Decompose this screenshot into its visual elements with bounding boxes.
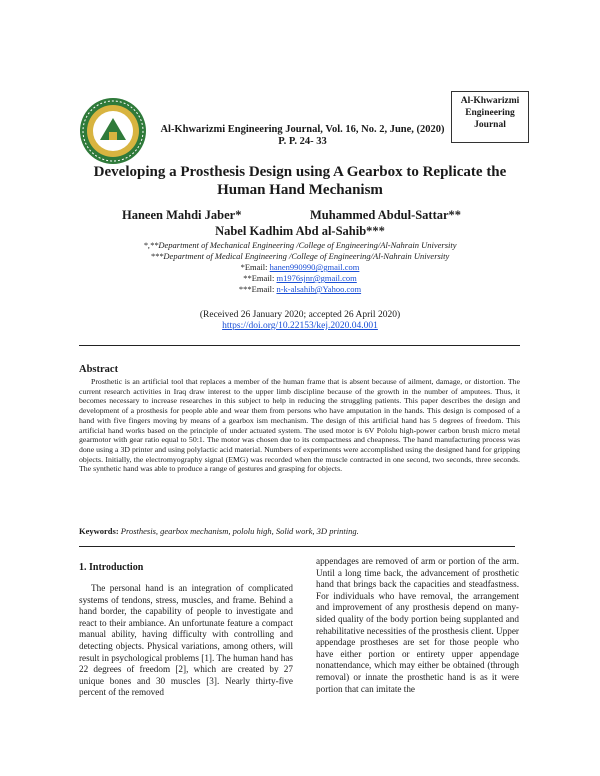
body-column-right: appendages are removed of arm or portion of the arm. Until a long time back, the advancement of prosthetic hand that brings back the capacities and steadfastness. For individuals who have removal, the arrangement and improvement of any prosthesis depend on many-sided quality of the body portion being supplanted and rehabilitative necessities of the prosthesis client. Upper appendage prostheses are set for those people who have either portion or entirety upper appendage nonattendance, which may either be obtained (through removal) or innate the prosthetic hand is as it were portion that can imitate the [316,556,519,694]
section-heading: 1. Introduction [79,562,144,573]
keywords [79,526,520,536]
author-name: Nabel Kadhim Abd al-Sahib*** [215,224,385,238]
keywords-text: Prosthesis, gearbox mechanism, pololu high, Solid work, 3D printing. [118,526,359,536]
author-name: Muhammed Abdul-Sattar** [310,208,462,222]
author-name: Haneen Mahdi Jaber* [122,208,242,222]
divider [79,345,520,346]
email-link[interactable]: m1976sjnr@gmail.com [276,273,357,283]
affiliation: ***Department of Medical Engineering /College of Engineering/Al-Nahrain University [150,251,450,261]
paper-title-line: Human Hand Mechanism [217,182,383,198]
paper-title-line: Developing a Prosthesis Design using A Gearbox to Replicate the [93,164,507,180]
email-label: *Email: [240,262,268,272]
email-label: ***Email: [238,284,275,294]
email-line [80,262,520,273]
email-line [80,284,520,295]
university-seal-icon [78,96,148,166]
affiliation: *,**Department of Mechanical Engineering /College of Engineering/Al-Nahrain University [143,240,457,250]
journal-name-box [451,91,529,143]
journal-box-line: Al-Khwarizmi [460,96,520,106]
abstract-heading: Abstract [79,364,119,375]
divider [79,546,515,547]
abstract-body: Prosthetic is an artificial tool that replaces a member of the human frame that is absent because of ailment, damage, or distortion. The current research activities in Iraq draw interest to the upper limb discipline because of the growth in the number of amputees. Thus, it becomes necessary to increase researches in this subject to help in reducing the struggling patients. This paper describes the design and development of a prosthesis for people able and wear them from persons who have amputation in the hands. This design is composed of a hand with five fingers moving by means of a gearbox ism mechanism. The design of this artificial hand has 5 degrees of freedom. This artificial hand works based on the principle of under actuated system. The used motor is 6V Pololu high-power carbon brush micro metal gearmotor with gear ratio equal to 50:1. The motor was chosen due to its compactness and cheapness. The hand manufacturing process was done using a 3D printer and using polylactic acid material. Numbers of experiments were accomplished using the designed hand for gripping objects. Initially, the electromyography signal (EMG) was recorded when the muscle contracted in one second, two seconds, three seconds. The synthetic hand was able to produce a range of gestures and grasping for objects. [79,377,520,474]
email-line [80,273,520,284]
keywords-label: Keywords: [79,526,119,536]
email-label: **Email: [243,273,275,283]
journal-citation [160,124,445,148]
journal-pages: P. P. 24- 33 [278,136,327,147]
body-column-left: The personal hand is an integration of complicated systems of tendons, stress, muscles, and frame. Behind a hand border, the capability of people to investigate and react to their ambiance. An unfortunate feature a compact manual ability, having difficulty with controlling and detecting objects. Physical variations, among others, will result in psychological problems [1]. The human hand has 22 degrees of freedom [2], which are created by 27 unique bones and 30 muscles [3]. Nearly thirty-five percent of the removed [79,583,293,698]
journal-citation-line: Al-Khwarizmi Engineering Journal, Vol. 16, No. 2, June, (2020) [160,124,445,135]
journal-box-line: Engineering [465,108,515,118]
email-link[interactable]: n-k-alsahib@Yahoo.com [276,284,362,294]
received-dates: (Received 26 January 2020; accepted 26 April 2020) [199,310,401,320]
paper-title [60,163,540,199]
doi-link[interactable]: https://doi.org/10.22153/kej.2020.04.001 [222,321,378,331]
journal-box-line: Journal [474,120,506,130]
email-link[interactable]: hanen990990@gmail.com [269,262,360,272]
